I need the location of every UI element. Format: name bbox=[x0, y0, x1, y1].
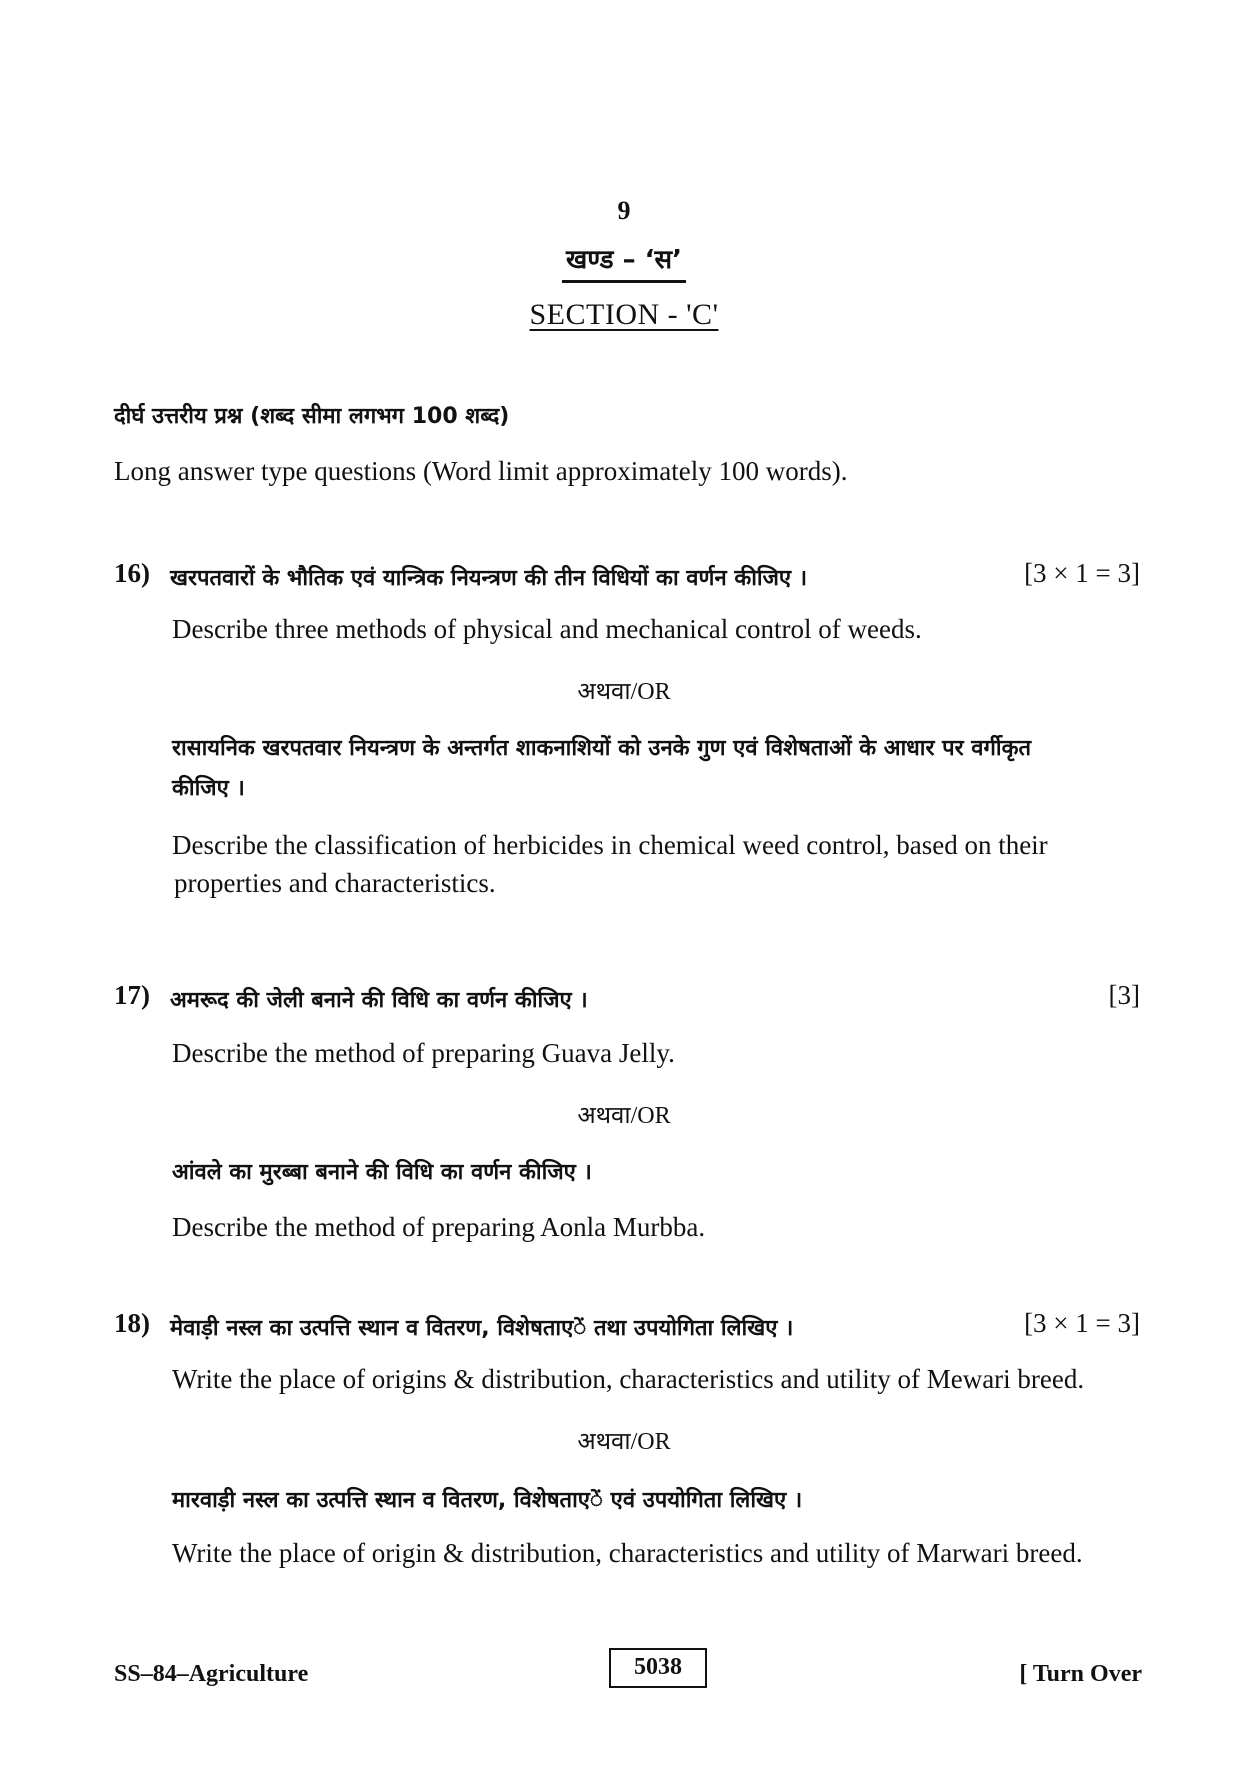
alt-question-text-english: Write the place of origin & distribution, characteristics and utility of Marwari breed. bbox=[172, 1538, 1083, 1568]
question-text-hindi: अमरूद की जेली बनाने की विधि का वर्णन कीजिए । bbox=[170, 988, 588, 1013]
question-text-hindi: मेवाड़ी नस्ल का उत्पत्ति स्थान व वितरण, विशेषताएें तथा उपयोगिता लिखिए । bbox=[170, 1316, 794, 1341]
alt-question-text-hindi: मारवाड़ी नस्ल का उत्पत्ति स्थान व वितरण, विशेषताएें एवं उपयोगिता लिखिए । bbox=[172, 1488, 803, 1513]
question-marks: [3 × 1 = 3] bbox=[1024, 558, 1140, 588]
instruction-english: Long answer type questions (Word limit approximately 100 words). bbox=[114, 456, 848, 486]
section-title-english: SECTION - 'C' bbox=[529, 298, 719, 331]
page-code-box: 5038 bbox=[609, 1648, 707, 1688]
alt-question-text-english-cont: properties and characteristics. bbox=[174, 868, 496, 898]
or-separator: अथवा/OR bbox=[577, 1429, 671, 1455]
instruction-hindi: दीर्घ उत्तरीय प्रश्न (शब्द सीमा लगभग 100 शब्द) bbox=[114, 404, 510, 429]
or-separator: अथवा/OR bbox=[577, 679, 671, 705]
question-text-hindi: खरपतवारों के भौतिक एवं यान्त्रिक नियन्त्रण की तीन विधियों का वर्णन कीजिए । bbox=[170, 566, 808, 591]
alt-question-text-hindi-cont: कीजिए । bbox=[172, 776, 245, 801]
paper-code: SS–84–Agriculture bbox=[114, 1661, 309, 1687]
question-marks: [3] bbox=[1108, 980, 1140, 1010]
question-text-english: Describe the method of preparing Guava Jelly. bbox=[172, 1038, 675, 1068]
alt-question-text-english: Describe the method of preparing Aonla Murbba. bbox=[172, 1212, 706, 1242]
question-number: 16) bbox=[114, 558, 150, 588]
question-text-english: Write the place of origins & distribution, characteristics and utility of Mewari breed. bbox=[172, 1364, 1085, 1394]
or-separator: अथवा/OR bbox=[577, 1103, 671, 1129]
alt-question-text-hindi: रासायनिक खरपतवार नियन्त्रण के अन्तर्गत शाकनाशियों को उनके गुण एवं विशेषताओं के आधार पर वर्गीकृत bbox=[172, 736, 1032, 761]
question-number: 17) bbox=[114, 980, 150, 1010]
section-title-hindi: खण्ड – ‘स’ bbox=[0, 240, 1248, 283]
question-number: 18) bbox=[114, 1308, 150, 1338]
alt-question-text-hindi: आंवले का मुरब्बा बनाने की विधि का वर्णन कीजिए । bbox=[172, 1160, 592, 1185]
page-number: 9 bbox=[617, 196, 631, 225]
turn-over-label: [ Turn Over bbox=[1019, 1661, 1142, 1687]
alt-question-text-english: Describe the classification of herbicides in chemical weed control, based on their bbox=[172, 830, 1048, 860]
question-marks: [3 × 1 = 3] bbox=[1024, 1308, 1140, 1338]
question-text-english: Describe three methods of physical and mechanical control of weeds. bbox=[172, 614, 922, 644]
